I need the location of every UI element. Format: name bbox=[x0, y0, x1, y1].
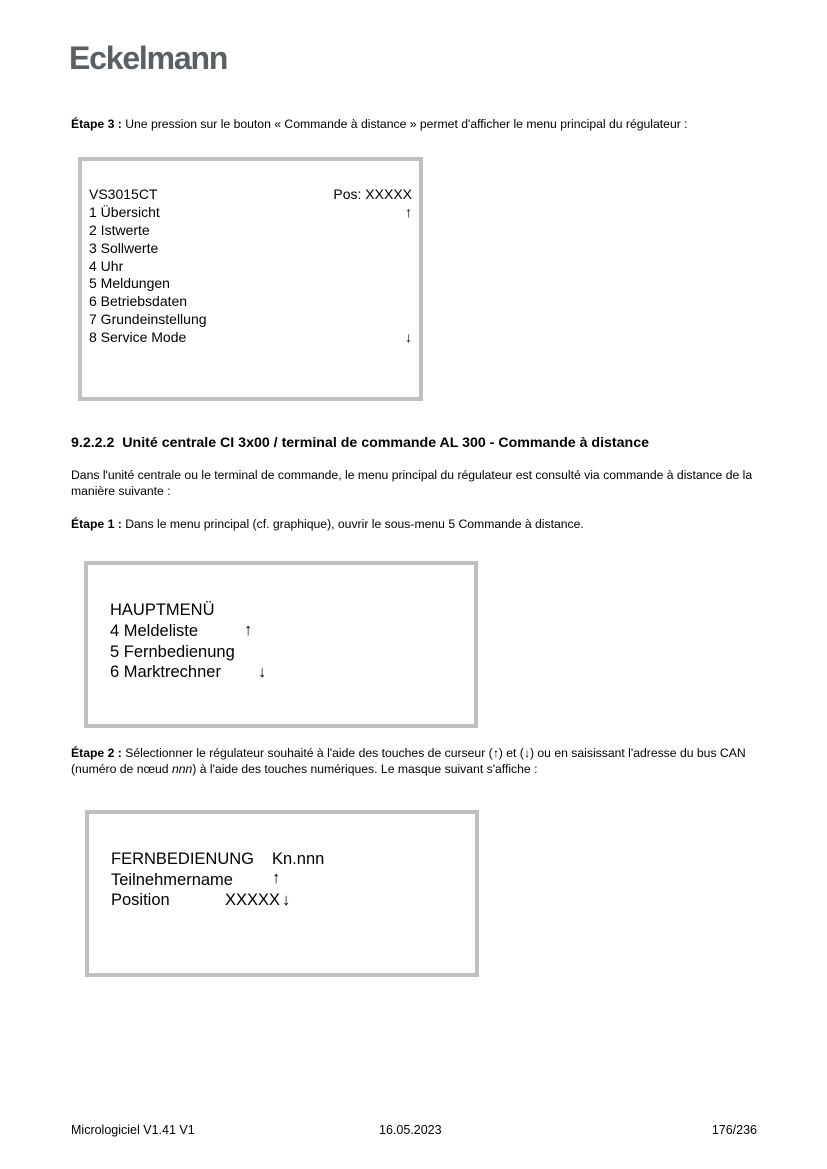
screen1-title: VS3015CT bbox=[89, 186, 158, 202]
menu-item: 4 Meldeliste bbox=[110, 622, 199, 640]
screen2-title: HAUPTMENÜ bbox=[110, 601, 215, 619]
screen3-position-value: XXXXX bbox=[225, 891, 281, 909]
screen3-participant-name: Teilnehmername bbox=[111, 871, 233, 889]
screen1-position: Pos: XXXXX bbox=[333, 186, 412, 202]
menu-item: 4 Uhr bbox=[89, 258, 124, 274]
company-logo: Eckelmann bbox=[69, 40, 228, 76]
menu-item: 2 Istwerte bbox=[89, 222, 150, 238]
menu-item: 3 Sollwerte bbox=[89, 240, 159, 256]
main-menu-screen bbox=[78, 157, 423, 401]
step2-paragraph bbox=[71, 745, 761, 777]
menu-item: 8 Service Mode bbox=[89, 329, 187, 345]
arrow-up-icon: ↑ bbox=[405, 204, 412, 220]
section-number: 9.2.2.2 bbox=[71, 435, 115, 451]
footer-date: 16.05.2023 bbox=[379, 1123, 442, 1137]
arrow-down-icon: ↓ bbox=[258, 663, 267, 681]
screen3-node: Kn.nnn bbox=[272, 850, 325, 868]
step2-text-before: Sélectionner le régulateur souhaité à l'aide des touches de curseur (↑) et (↓) ou en saisissant l'adresse du bus CAN (numéro de nœud bbox=[71, 746, 746, 776]
arrow-up-icon: ↑ bbox=[272, 869, 281, 887]
menu-item: 7 Grundeinstellung bbox=[89, 311, 207, 327]
screen3-position-label: Position bbox=[111, 891, 170, 909]
step2-node-number: nnn bbox=[171, 762, 193, 776]
section-title: Unité centrale CI 3x00 / terminal de commande AL 300 - Commande à distance bbox=[122, 435, 649, 451]
arrow-down-icon: ↓ bbox=[405, 329, 412, 345]
footer-firmware: Micrologiciel V1.41 V1 bbox=[71, 1123, 195, 1137]
step3-text: Une pression sur le bouton « Commande à distance » permet d'afficher le menu principal du régulateur : bbox=[121, 117, 688, 131]
step1-text: Dans le menu principal (cf. graphique), ouvrir le sous-menu 5 Commande à distance. bbox=[121, 517, 584, 531]
menu-item: 5 Meldungen bbox=[89, 275, 170, 291]
step1-paragraph bbox=[71, 516, 761, 532]
menu-item: 6 Betriebsdaten bbox=[89, 293, 188, 309]
arrow-up-icon: ↑ bbox=[244, 621, 253, 639]
arrow-down-icon: ↓ bbox=[282, 891, 291, 909]
step1-label: Étape 1 : bbox=[71, 517, 122, 531]
hauptmenu-screen bbox=[84, 561, 478, 728]
screen3-title: FERNBEDIENUNG bbox=[111, 850, 255, 868]
step3-paragraph bbox=[71, 116, 761, 132]
fernbedienung-screen bbox=[85, 810, 479, 977]
intro-paragraph: Dans l'unité centrale ou le terminal de commande, le menu principal du régulateur est consulté via commande à distance de la manière suivante : bbox=[71, 468, 753, 498]
menu-item: 1 Übersicht bbox=[89, 204, 160, 220]
step2-label: Étape 2 : bbox=[71, 746, 122, 760]
menu-item: 5 Fernbedienung bbox=[110, 643, 235, 661]
section-heading bbox=[71, 435, 649, 451]
step2-text-after: ) à l'aide des touches numériques. Le masque suivant s'affiche : bbox=[192, 762, 538, 776]
footer-page-number: 176/236 bbox=[711, 1123, 757, 1137]
menu-item: 6 Marktrechner bbox=[110, 663, 221, 681]
step3-label: Étape 3 : bbox=[71, 117, 122, 131]
